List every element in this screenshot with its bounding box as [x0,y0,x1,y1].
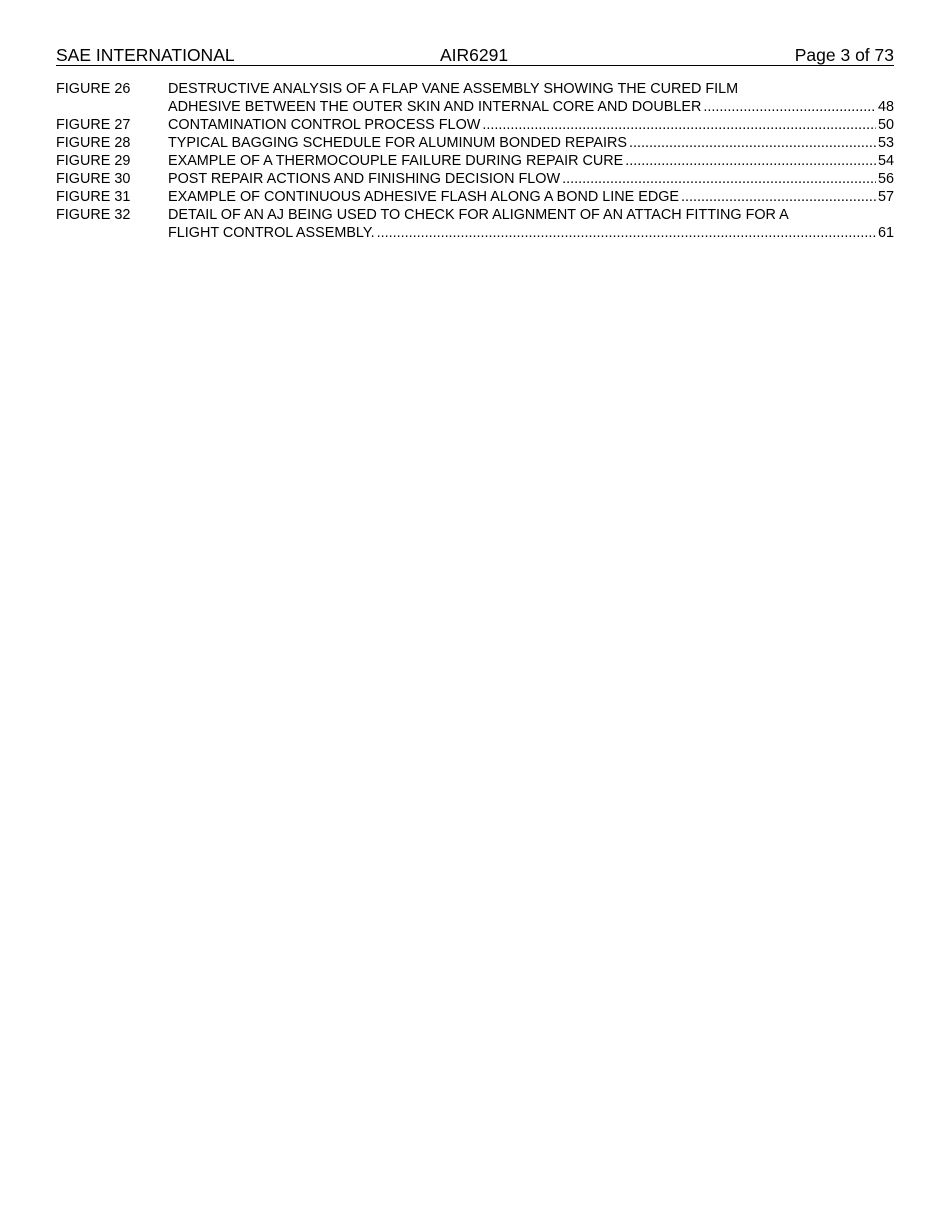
figure-title-line: DESTRUCTIVE ANALYSIS OF A FLAP VANE ASSEMBLY SHOWING THE CURED FILM [168,81,739,97]
header-document-id: AIR6291 [440,45,509,65]
page-number: 61 [877,225,894,241]
header-organization: SAE INTERNATIONAL [56,45,235,65]
page-number: 56 [877,171,894,187]
dot-leader [377,224,876,242]
page-number: 54 [877,153,894,169]
dot-leader [681,188,876,206]
header-page-number: Page 3 of 73 [794,45,894,65]
toc-entry-figure-28[interactable] [56,134,894,152]
toc-entry-figure-32[interactable] [56,206,894,242]
page-number: 50 [877,117,894,133]
dot-leader [482,116,876,134]
figure-title-line: TYPICAL BAGGING SCHEDULE FOR ALUMINUM BONDED REPAIRS [168,135,627,151]
list-of-figures [56,80,894,242]
figure-number: FIGURE 27 [56,117,131,133]
figure-number: FIGURE 28 [56,135,131,151]
page-number: 53 [877,135,894,151]
page-header [56,43,894,66]
dot-leader [703,98,876,116]
figure-number: FIGURE 29 [56,153,131,169]
toc-entry-figure-31[interactable] [56,188,894,206]
toc-entry-figure-30[interactable] [56,170,894,188]
dot-leader [562,170,876,188]
figure-title-line: EXAMPLE OF A THERMOCOUPLE FAILURE DURING REPAIR CURE [168,153,624,169]
figure-title-line: EXAMPLE OF CONTINUOUS ADHESIVE FLASH ALONG A BOND LINE EDGE [168,189,679,205]
toc-entry-figure-26[interactable] [56,80,894,116]
figure-title-line: DETAIL OF AN AJ BEING USED TO CHECK FOR ALIGNMENT OF AN ATTACH FITTING FOR A [168,207,789,223]
dot-leader [625,152,876,170]
toc-entry-figure-29[interactable] [56,152,894,170]
figure-number: FIGURE 32 [56,207,131,223]
figure-number: FIGURE 26 [56,81,131,97]
toc-entry-figure-27[interactable] [56,116,894,134]
figure-number: FIGURE 31 [56,189,131,205]
page-number: 48 [877,99,894,115]
dot-leader [629,134,876,152]
page-number: 57 [877,189,894,205]
figure-title-line: CONTAMINATION CONTROL PROCESS FLOW [168,117,481,133]
figure-number: FIGURE 30 [56,171,131,187]
figure-title-line: ADHESIVE BETWEEN THE OUTER SKIN AND INTERNAL CORE AND DOUBLER [168,99,702,115]
figure-title-line: POST REPAIR ACTIONS AND FINISHING DECISION FLOW [168,171,561,187]
figure-title-line: FLIGHT CONTROL ASSEMBLY. [168,225,375,241]
